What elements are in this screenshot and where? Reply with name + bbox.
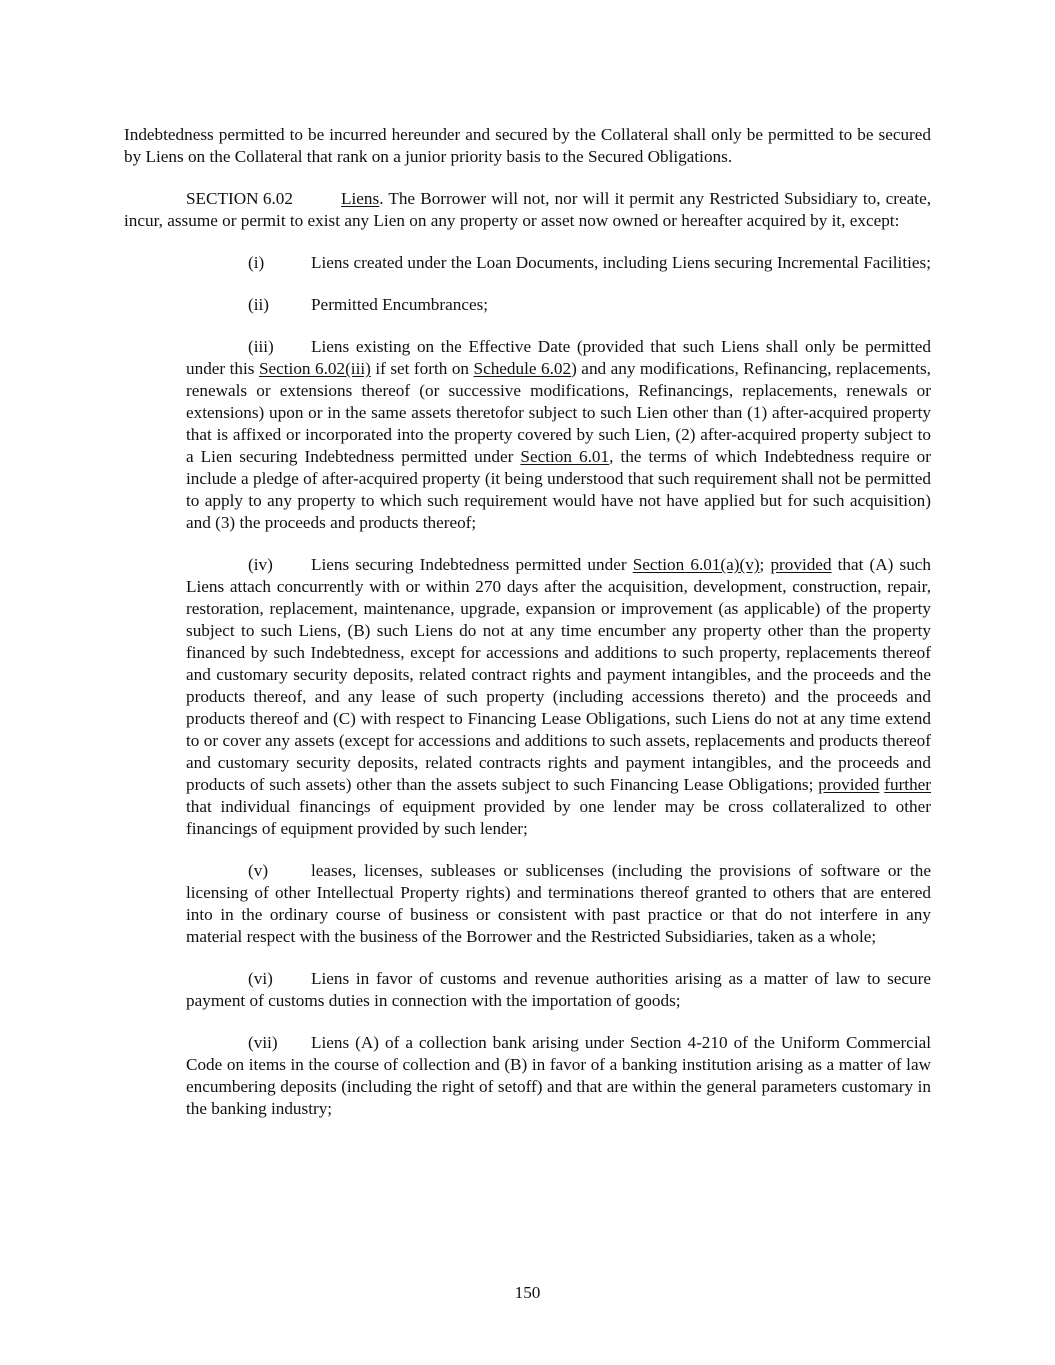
text-segment: if set forth on — [370, 359, 474, 378]
clause-label: (v) — [248, 861, 269, 880]
text-segment: Liens securing Indebtedness permitted under — [311, 555, 633, 574]
text-segment: Liens in favor of customs and revenue authorities arising as a matter of law to secure payment of customs duties in connection with the importation of goods; — [186, 969, 931, 1010]
underlined-reference: provided — [770, 555, 832, 574]
clause-item — [186, 554, 931, 840]
text-segment: ) and any modifications, Refinancing, replacements, renewals or extensions thereof (or successive modifications, Refinancings, replacements, renewals or extensions) upon or in the same assets theretofor subject to such Lien other than (1) after-acquired property that is affixed or incorporated into the property covered by such Lien, (2) after-acquired property subject to a Lien securing Indebtedness permitted under — [186, 359, 931, 466]
page-number: 150 — [514, 1283, 541, 1302]
text-segment: , the terms of which Indebtedness require or include a pledge of after-acquired property (it being understood that such requirement shall not be permitted to apply to any property to which such requirement would have not have applied but for such acquisition) and (3) the proceeds and products thereof; — [186, 447, 931, 532]
clause-item — [186, 294, 931, 316]
text-segment: Permitted Encumbrances; — [311, 295, 489, 314]
text-segment: Liens created under the Loan Documents, including Liens securing Incremental Facilities; — [311, 253, 931, 272]
underlined-reference: provided — [818, 775, 880, 794]
clause-label: (vii) — [248, 1033, 278, 1052]
clause-label: SECTION 6.02 — [186, 189, 293, 208]
clause-item — [186, 860, 931, 948]
clause-label: (iii) — [248, 337, 274, 356]
section-paragraph — [124, 188, 931, 232]
clause-label: (ii) — [248, 295, 269, 314]
underlined-reference: Section 6.01 — [520, 447, 610, 466]
underlined-reference: Section 6.02(iii) — [258, 359, 371, 378]
text-segment: Liens existing on the Effective Date (provided that such Liens shall only be permitted under this — [186, 337, 931, 378]
underlined-reference: further — [884, 775, 932, 794]
text-segment: leases, licenses, subleases or sublicenses (including the provisions of software or the licensing of other Intellectual Property rights) and terminations thereof granted to others that are entered into in the ordinary course of business or consistent with past practice or that do not interfere in any material respect with the business of the Borrower and the Restricted Subsidiaries, taken as a whole; — [186, 861, 931, 946]
clause-label: (iv) — [248, 555, 273, 574]
clause-item — [186, 336, 931, 534]
text-segment: Indebtedness permitted to be incurred hereunder and secured by the Collateral shall only be permitted to be secured by Liens on the Collateral that rank on a junior priority basis to the Secured Obligations. — [124, 125, 931, 166]
text-segment: that (A) such Liens attach concurrently with or within 270 days after the acquisition, development, construction, repair, restoration, replacement, maintenance, upgrade, expansion or improvement (as applicable) of the property subject to such Liens, (B) such Liens do not at any time encumber any property other than the property financed by such Indebtedness, except for accessions and additions to such property, replacements thereof and customary security deposits, related contract rights and payment intangibles, and the proceeds and the products thereof, and any lease of such property (including accessions thereto) and the proceeds and products thereof and (C) with respect to Financing Lease Obligations, such Liens do not at any time extend to or cover any assets (except for accessions and additions to such assets, replacements and products thereof and customary security deposits, related contracts rights and payment intangibles, and the proceeds and products of such assets) other than the assets subject to such Financing Lease Obligations; — [186, 555, 932, 794]
clause-label: (vi) — [248, 969, 273, 988]
text-segment: . The Borrower will not, nor will it permit any Restricted Subsidiary to, create, incur, assume or permit to exist any Lien on any property or asset now owned or hereafter acquired by it, except: — [124, 189, 931, 230]
underlined-reference: Liens — [341, 189, 380, 208]
document-body — [124, 124, 931, 1140]
clause-item — [186, 1032, 931, 1120]
underlined-reference: Schedule 6.02 — [473, 359, 572, 378]
text-segment: Liens (A) of a collection bank arising under Section 4-210 of the Uniform Commercial Code on items in the course of collection and (B) in favor of a banking institution arising as a matter of law encumbering deposits (including the right of setoff) and that are within the general parameters customary in the banking industry; — [186, 1033, 931, 1118]
clause-label: (i) — [248, 253, 265, 272]
clause-item — [186, 252, 931, 274]
underlined-reference: Section 6.01(a)(v) — [632, 555, 760, 574]
text-segment: that individual financings of equipment provided by one lender may be cross collateralized to other financings of equipment provided by such lender; — [186, 797, 931, 838]
text-segment: ; — [759, 555, 771, 574]
paragraph — [124, 124, 931, 168]
clause-item — [186, 968, 931, 1012]
